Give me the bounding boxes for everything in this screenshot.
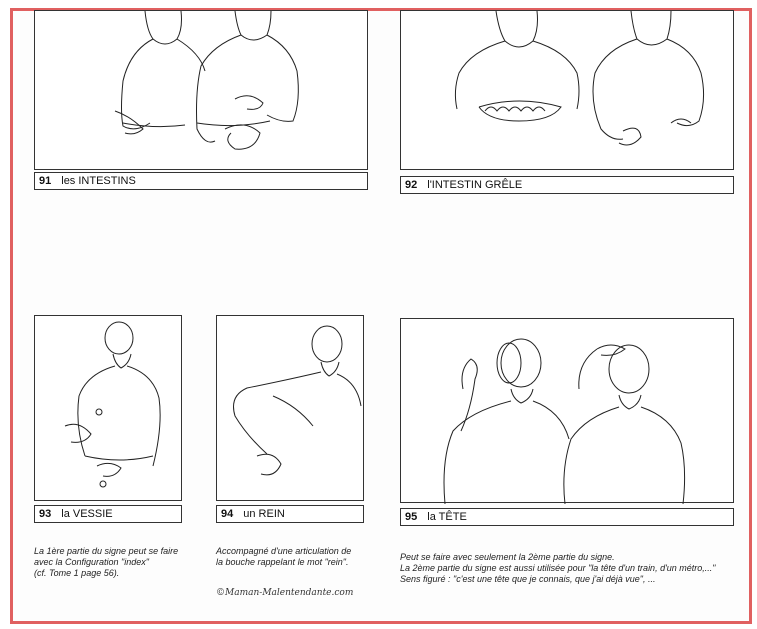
sign-caption-91 xyxy=(34,172,368,190)
note-line: avec la Configuration "index" xyxy=(34,557,149,567)
sign-number: 92 xyxy=(405,179,418,191)
sign-label: les INTESTINS xyxy=(61,175,136,187)
illustration-rein xyxy=(217,316,365,502)
illustration-panel-95 xyxy=(400,318,734,503)
sign-label: un REIN xyxy=(243,508,285,520)
sign-caption-95 xyxy=(400,508,734,526)
sign-label: la TÊTE xyxy=(427,511,467,523)
note-line: La 2ème partie du signe est aussi utilisée pour "la tête d'un train, d'un métro,..." xyxy=(400,563,716,573)
watermark: ©Maman-Malentendante.com xyxy=(216,588,354,598)
illustration-intestins xyxy=(35,11,369,171)
note-line: La 1ère partie du signe peut se faire xyxy=(34,546,179,556)
note-line: (cf. Tome 1 page 56). xyxy=(34,568,120,578)
illustration-vessie xyxy=(35,316,183,502)
sign-number: 94 xyxy=(221,508,234,520)
illustration-panel-92 xyxy=(400,10,734,170)
note-rein xyxy=(216,546,386,568)
sign-number: 91 xyxy=(39,175,52,187)
note-line: Accompagné d'une articulation de xyxy=(216,546,352,556)
illustration-panel-91 xyxy=(34,10,368,170)
sign-label: la VESSIE xyxy=(61,508,113,520)
note-tete xyxy=(400,552,746,585)
note-line: Peut se faire avec seulement la 2ème partie du signe. xyxy=(400,552,615,562)
sign-caption-94 xyxy=(216,505,364,523)
illustration-intestin-grele xyxy=(401,11,735,171)
sign-number: 93 xyxy=(39,508,52,520)
illustration-tete xyxy=(401,319,735,504)
note-vessie xyxy=(34,546,204,579)
note-line: Sens figuré : "c'est une tête que je connais, que j'ai déjà vue", ... xyxy=(400,574,656,584)
note-line: la bouche rappelant le mot "rein". xyxy=(216,557,349,567)
sign-caption-92 xyxy=(400,176,734,194)
illustration-panel-94 xyxy=(216,315,364,501)
illustration-panel-93 xyxy=(34,315,182,501)
sign-label: l'INTESTIN GRÊLE xyxy=(427,179,523,191)
sign-number: 95 xyxy=(405,511,418,523)
sign-caption-93 xyxy=(34,505,182,523)
